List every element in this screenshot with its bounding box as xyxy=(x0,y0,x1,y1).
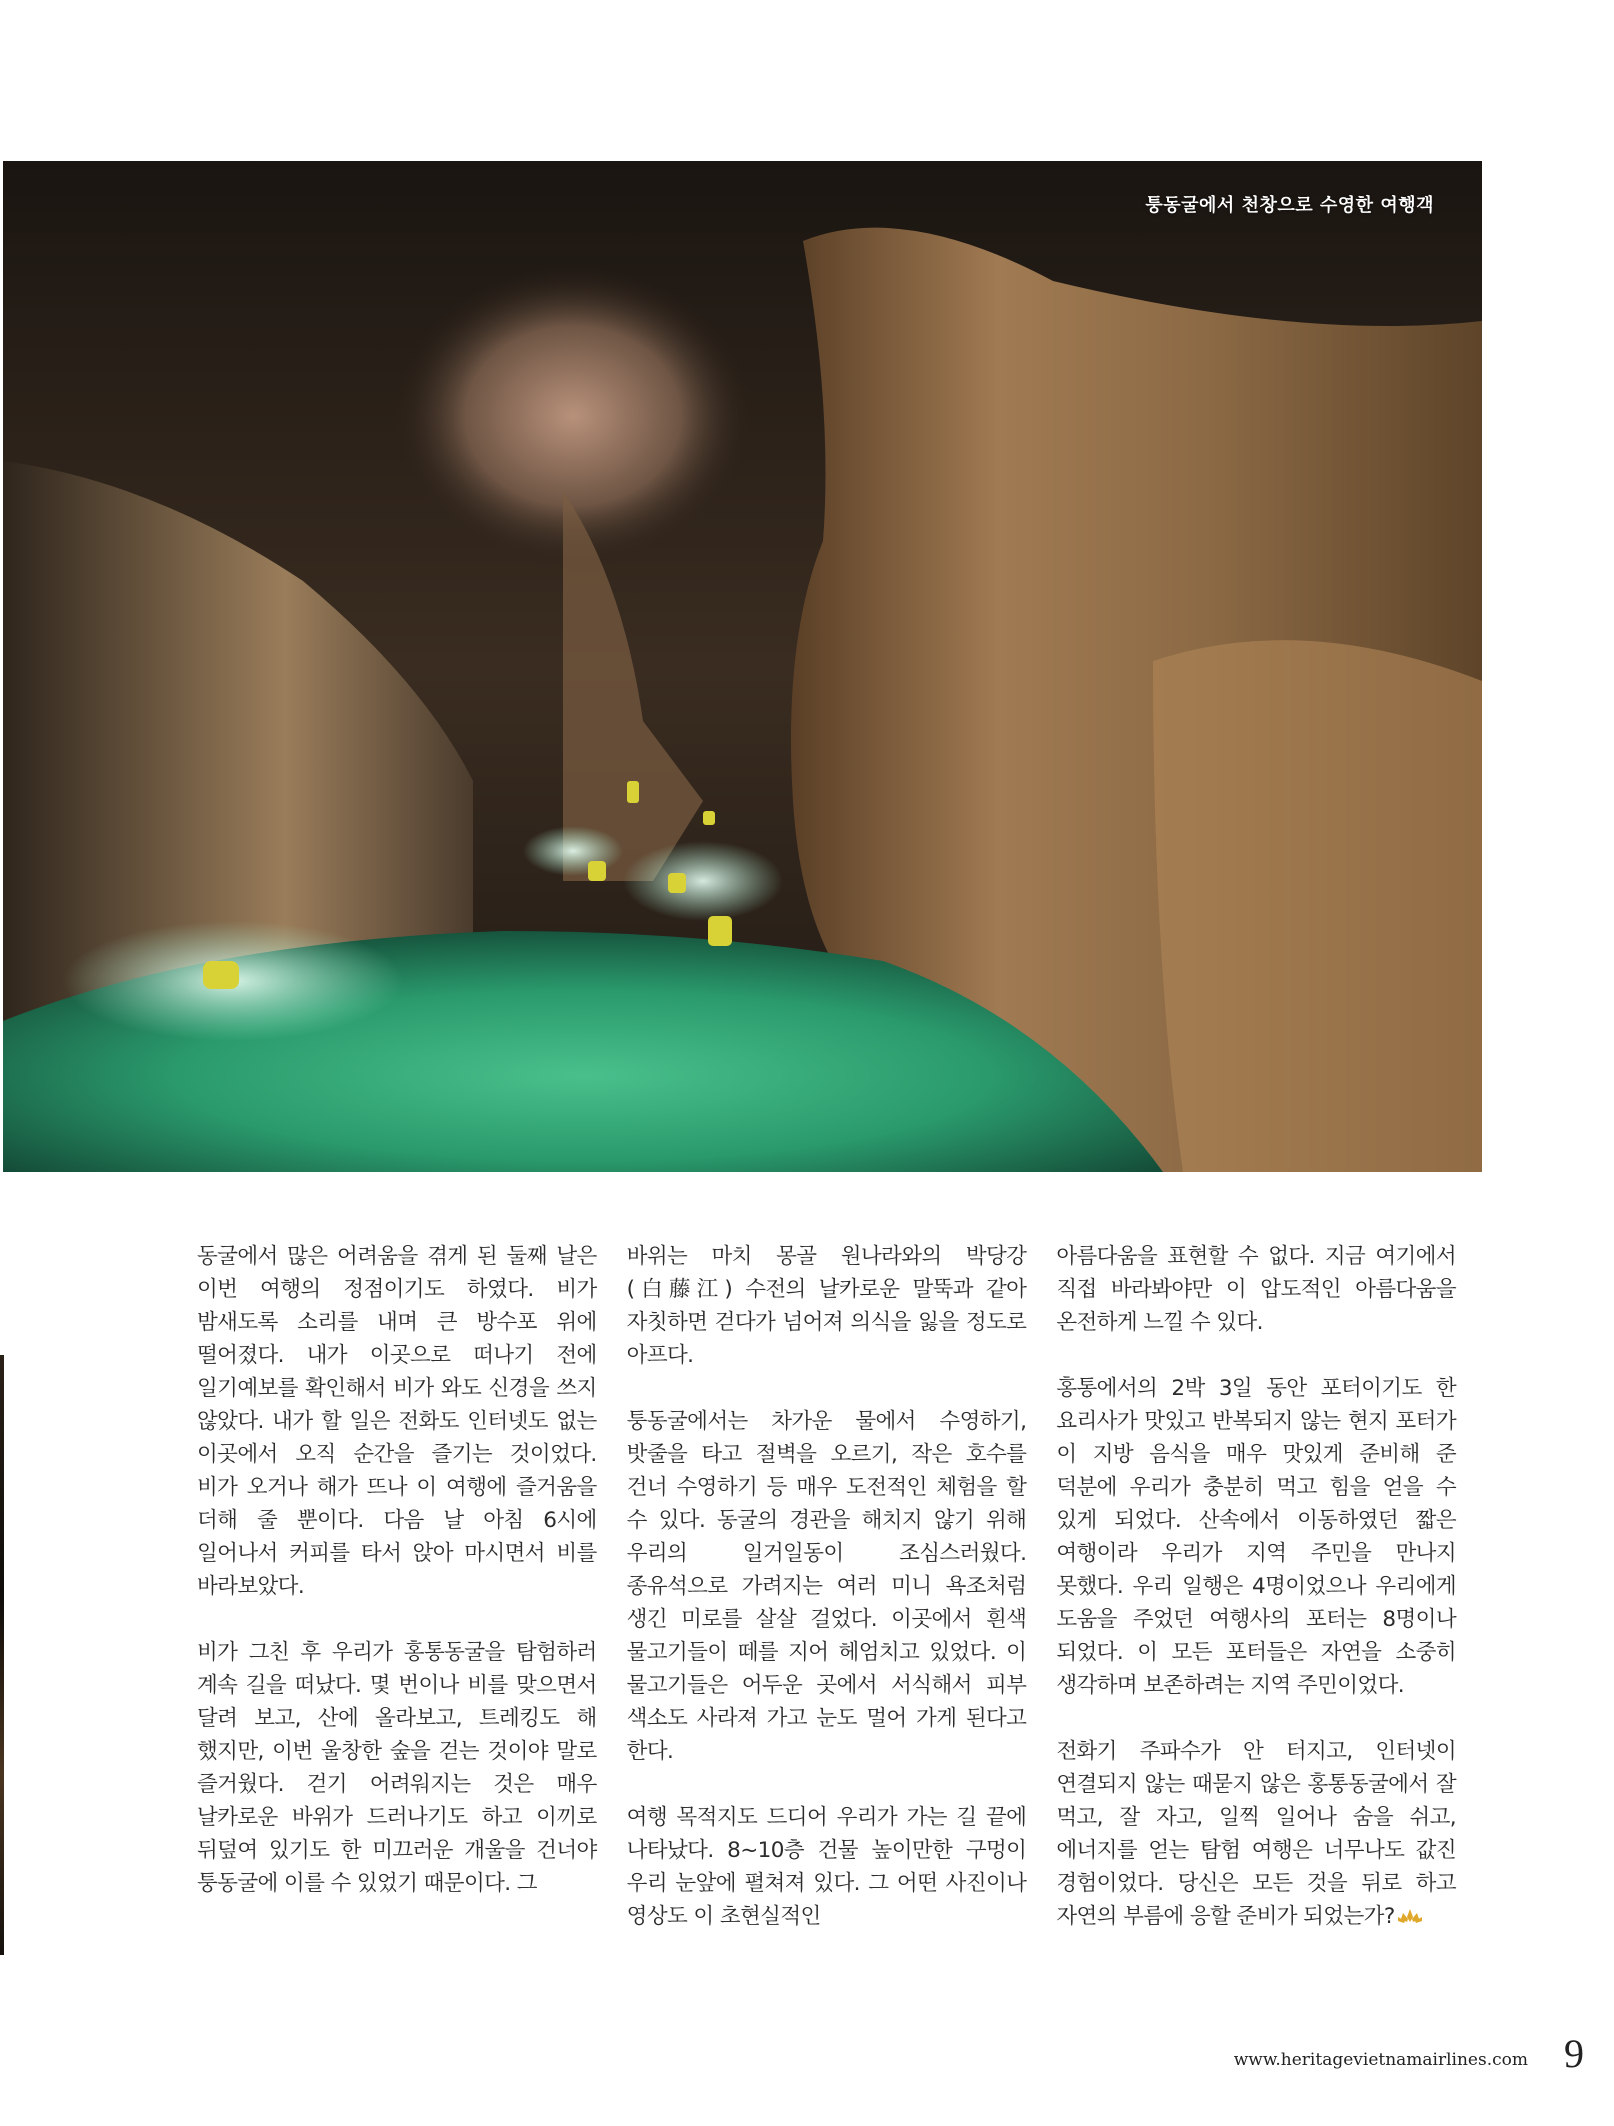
paragraph: 바위는 마치 몽골 원나라와의 박당강(白藤江) 수전의 날카로운 말뚝과 같아 자칫하면 걷다가 넘어져 의식을 잃을 정도로 아프다. xyxy=(626,1244,1027,1368)
article-column-3 xyxy=(1056,1240,1456,1966)
adjacent-page-edge xyxy=(0,1355,4,1955)
photo-caption: 퉁동굴에서 천창으로 수영한 여행객 xyxy=(1145,195,1434,216)
article-body xyxy=(197,1240,1456,1966)
paragraph: 홍통에서의 2박 3일 동안 포터이기도 한 요리사가 맛있고 반복되지 않는 현지 포터가 이 지방 음식을 매우 맛있게 준비해 준 덕분에 우리가 충분히 먹고 힘을 얻을 수 있게 되었다. 산속에서 이동하였던 짧은 여행이라 우리가 지역 주민을 만나지 못했다. 우리 일행은 4명이었으나 우리에게 도움을 주었던 여행사의 포터는 8명이나 되었다. 이 모든 포터들은 자연을 소중히 생각하며 보존하려는 지역 주민이었다. xyxy=(1056,1376,1457,1698)
paragraph: 아름다움을 표현할 수 없다. 지금 여기에서 직접 바라봐야만 이 압도적인 아름다움을 온전하게 느낄 수 있다. xyxy=(1056,1244,1457,1335)
article-column-2 xyxy=(627,1240,1027,1966)
website-link[interactable]: www.heritagevietnamairlines.com xyxy=(1233,2049,1528,2070)
paragraph-last xyxy=(1056,1735,1456,1933)
paragraph: 퉁동굴에서는 차가운 물에서 수영하기, 밧줄을 타고 절벽을 오르기, 작은 호수를 건너 수영하기 등 매우 도전적인 체험을 할 수 있다. 동굴의 경관을 해치지 않기 위해 우리의 일거일동이 조심스러웠다. 종유석으로 가려지는 여러 미니 욕조처럼 생긴 미로를 살살 걸었다. 이곳에서 흰색 물고기들이 떼를 지어 헤엄치고 있었다. 이 물고기들은 어두운 곳에서 서식해서 피부 색소도 사라져 가고 눈도 멀어 가게 된다고 한다. xyxy=(626,1409,1027,1764)
cave-photo xyxy=(3,161,1482,1172)
article-column-1 xyxy=(197,1240,597,1966)
paragraph: 동굴에서 많은 어려움을 겪게 된 둘째 날은 이번 여행의 정점이기도 하였다. 비가 밤새도록 소리를 내며 큰 방수포 위에 떨어졌다. 내가 이곳으로 떠나기 전에 일기예보를 확인해서 비가 와도 신경을 쓰지 않았다. 내가 할 일은 전화도 인터넷도 없는 이곳에서 오직 순간을 즐기는 것이었다. 비가 오거나 해가 뜨나 이 여행에 즐거움을 더해 줄 뿐이다. 다음 날 아침 6시에 일어나서 커피를 타서 앉아 마시면서 비를 바라보았다. xyxy=(197,1244,597,1599)
paragraph: 여행 목적지도 드디어 우리가 가는 길 끝에 나타났다. 8~10층 건물 높이만한 구멍이 우리 눈앞에 펼쳐져 있다. 그 어떤 사진이나 영상도 이 초현실적인 xyxy=(626,1805,1027,1929)
paragraph-text: 전화기 주파수가 안 터지고, 인터넷이 연결되지 않는 때묻지 않은 홍통동굴에서 잘 먹고, 잘 자고, 일찍 일어나 숨을 쉬고, 에너지를 얻는 탐험 여행은 너무나도 값진 경험이었다. 당신은 모든 것을 뒤로 하고 자연의 부름에 응할 준비가 되었는가? xyxy=(1056,1739,1457,1929)
cave-illustration xyxy=(3,161,1482,1172)
page-number: 9 xyxy=(1564,2031,1584,2076)
paragraph: 비가 그친 후 우리가 홍통동굴을 탐험하러 계속 길을 떠났다. 몇 번이나 비를 맞으면서 달려 보고, 산에 올라보고, 트레킹도 해 했지만, 이번 울창한 숲을 걷는 것이야 말로 즐거웠다. 걷기 어려워지는 것은 매우 날카로운 바위가 드러나기도 하고 이끼로 뒤덮여 있기도 한 미끄러운 개울을 건너야 퉁동굴에 이를 수 있었기 때문이다. 그 xyxy=(197,1640,597,1896)
page-footer xyxy=(1234,2030,1584,2077)
lotus-icon xyxy=(1397,1908,1423,1924)
